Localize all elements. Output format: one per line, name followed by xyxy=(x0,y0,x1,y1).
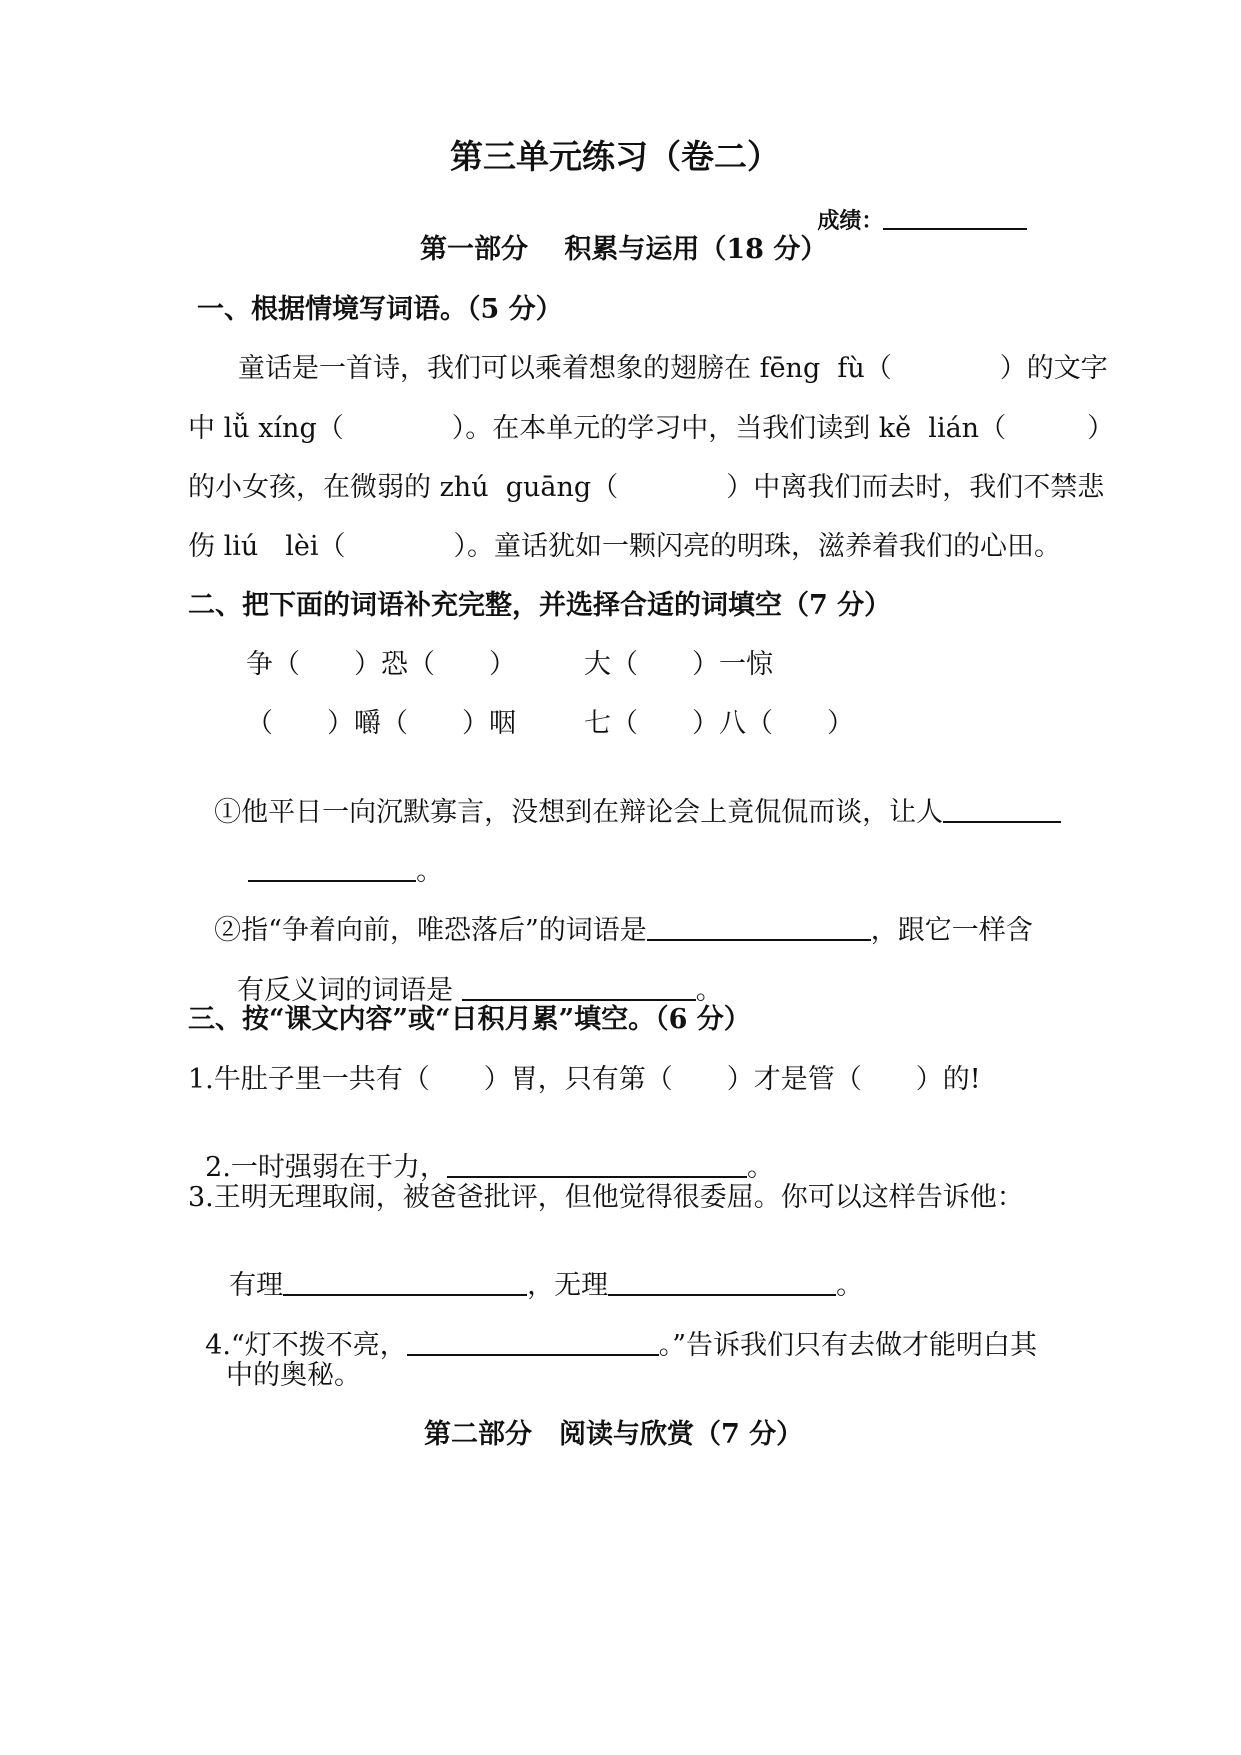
q3-item-3b-mid: ，无理 xyxy=(527,1270,609,1301)
part1-heading: 第一部分 积累与运用（18 分） xyxy=(420,234,828,265)
q2-word-left-2: （ ）嚼（ ）咽 xyxy=(246,708,516,739)
q2-sentence-2b-text: 有反义词的词语是 xyxy=(237,975,454,1006)
q2-word-right-1: 大（ ）一惊 xyxy=(584,649,773,680)
q2-sentence-2-cont xyxy=(220,948,723,1004)
q3-item-4-text: 4.“灯不拨不亮， xyxy=(205,1330,407,1361)
q2-blank-1b[interactable] xyxy=(248,856,416,882)
q1-line-4: 伤 liú lèi（ ）。童话犹如一颗闪亮的明珠，滋养着我们的心田。 xyxy=(188,531,1061,562)
q3-item-2-text: 2.一时强弱在于力， xyxy=(205,1152,447,1183)
q3-blank-2[interactable] xyxy=(447,1152,747,1178)
q3-item-4-end: 。”告诉我们只有去做才能明白其 xyxy=(658,1330,1038,1361)
q3-item-4 xyxy=(188,1303,1037,1359)
q1-heading: 一、根据情境写词语。（5 分） xyxy=(197,294,563,325)
title: 第三单元练习（卷二） xyxy=(450,137,780,176)
q2-sentence-2-text: ②指“争着向前，唯恐落后”的词语是 xyxy=(214,915,647,946)
q3-item-2-end: 。 xyxy=(746,1152,774,1183)
score-blank[interactable] xyxy=(883,208,1027,230)
q3-item-1: 1.牛肚子里一共有（ ）胃，只有第（ ）才是管（ ）的! xyxy=(188,1064,981,1095)
q2-word-right-2: 七（ ）八（ ） xyxy=(584,708,854,739)
q2-sentence-2-text-end: ，跟它一样含 xyxy=(870,915,1033,946)
q2-blank-2b[interactable] xyxy=(462,975,696,1001)
q3-item-3b-end: 。 xyxy=(836,1270,864,1301)
q2-blank-1a[interactable] xyxy=(943,797,1061,823)
score-field xyxy=(802,186,1027,232)
q2-blank-2a[interactable] xyxy=(647,915,871,941)
q2-sentence-1-text: ①他平日一向沉默寡言，没想到在辩论会上竟侃侃而谈，让人 xyxy=(214,797,944,828)
q3-blank-3a[interactable] xyxy=(283,1270,527,1296)
score-label: 成绩： xyxy=(817,208,884,234)
q2-word-left-1: 争（ ）恐（ ） xyxy=(246,649,516,680)
q3-blank-3b[interactable] xyxy=(608,1270,836,1296)
part2-heading: 第二部分 阅读与欣赏（7 分） xyxy=(424,1419,804,1450)
q1-line-2: 中 lǚ xíng（ ）。在本单元的学习中，当我们读到 kě lián（ ） xyxy=(188,413,1115,444)
q3-item-4-cont: 中的奥秘。 xyxy=(226,1360,361,1391)
q2-sentence-2 xyxy=(197,888,1033,944)
q3-item-3: 3.王明无理取闹，被爸爸批评，但他觉得很委屈。你可以这样告诉他： xyxy=(188,1182,1024,1213)
q2-sentence-1 xyxy=(197,770,1061,826)
q1-line-3: 的小女孩，在微弱的 zhú guāng（ ）中离我们而去时，我们不禁悲 xyxy=(188,472,1105,503)
q3-item-3-cont xyxy=(212,1243,863,1299)
q2-sentence-1-end: 。 xyxy=(416,856,444,887)
q2-sentence-1-cont xyxy=(231,829,443,885)
q3-item-3b-text: 有理 xyxy=(229,1270,284,1301)
q3-heading: 三、按“课文内容”或“日积月累”填空。（6 分） xyxy=(188,1004,751,1035)
q1-line-1: 童话是一首诗，我们可以乘着想象的翅膀在 fēng fù（ ）的文字 xyxy=(238,353,1108,384)
q2-sentence-2b-end: 。 xyxy=(695,975,723,1006)
q3-item-2 xyxy=(188,1125,774,1181)
q3-blank-4[interactable] xyxy=(407,1330,659,1356)
q2-heading: 二、把下面的词语补充完整，并选择合适的词填空（7 分） xyxy=(188,590,892,621)
